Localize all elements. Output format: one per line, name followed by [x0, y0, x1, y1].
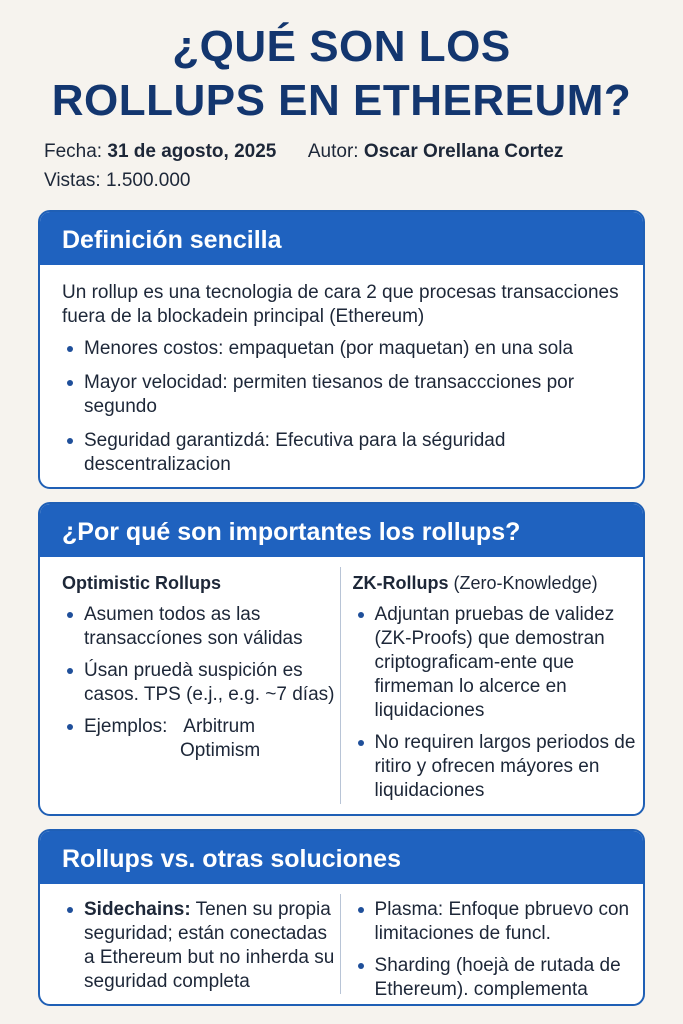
example-arbitrum: Arbitrum [183, 716, 256, 737]
meta-row-views [44, 170, 191, 192]
sidechains-label: Sidechains: [84, 899, 191, 920]
sidechains-column [40, 884, 340, 1004]
definition-list [62, 337, 621, 477]
list-item: Seguridad garantizdá: Efecutiva para la séguridad descentralizacion [62, 429, 621, 477]
date-label: Fecha: [44, 141, 103, 162]
author-label: Autor: [307, 141, 359, 162]
date-value: 31 de agosto, 2025 [107, 141, 277, 162]
optimistic-title: Optimistic Rollups [62, 573, 222, 593]
plasma-label: Plasma: [374, 899, 444, 920]
title-line-1: ¿QUÉ SON LOS [172, 22, 511, 71]
list-item [62, 898, 340, 994]
example-optimism: Optimism [180, 740, 261, 761]
views-label: Vistas: [44, 170, 101, 191]
list-item: Sharding (hoejà de rutada de Ethereum). complementa [353, 954, 643, 1002]
importance-heading: ¿Por qué son importantes los rollups? [40, 504, 643, 557]
definition-intro: Un rollup es una tecnologia de cara 2 que procesas transacciones fuera de la blockadein principal (Ethereum) [62, 282, 619, 327]
list-item: Menores costos: empaquetan (por maquetan) en una sola [62, 337, 621, 361]
zk-title [353, 571, 643, 595]
zk-title-sub: (Zero-Knowledge) [453, 573, 598, 593]
list-item [62, 715, 340, 763]
zk-column [341, 557, 643, 814]
examples-label: Ejemplos: [84, 716, 168, 737]
definition-card [38, 210, 645, 489]
meta-row-date-author [44, 141, 563, 163]
comparison-card [38, 829, 645, 1006]
plasma-sharding-column [341, 884, 643, 1004]
importance-card [38, 502, 645, 816]
zk-title-text: ZK-Rollups [352, 573, 449, 593]
list-item: Asumen todos as las transaccíones son válidas [62, 603, 340, 651]
author-value: Oscar Orellana Cortez [363, 141, 564, 162]
page-title [0, 20, 683, 128]
list-item: Úsan pruedà suspición es casos. TPS (e.j., e.g. ~7 días) [62, 659, 340, 707]
list-item: Mayor velocidad: permiten tiesanos de transaccciones por segundo [62, 371, 621, 419]
plasma-text: Enfoque pbruevo con limitaciones de funcl. [374, 899, 630, 944]
comparison-heading: Rollups vs. otras soluciones [40, 831, 643, 884]
list-item [353, 898, 643, 946]
sidechains-text: Tenen su propia seguridad; están conectadas a Ethereum but no inherda su seguridad completa [84, 899, 335, 992]
list-item: No requiren largos periodos de ritiro y ofrecen máyores en liquidaciones [353, 731, 643, 803]
list-item: Adjuntan pruebas de validez (ZK-Proofs) que demostran criptograficam-ente que firmeman lo alcerce en liquidaciones [353, 603, 643, 723]
definition-heading: Definición sencilla [40, 212, 643, 265]
title-line-2: ROLLUPS EN ETHEREUM? [51, 76, 632, 125]
views-value: 1.500.000 [105, 170, 191, 191]
optimistic-column [40, 557, 340, 814]
